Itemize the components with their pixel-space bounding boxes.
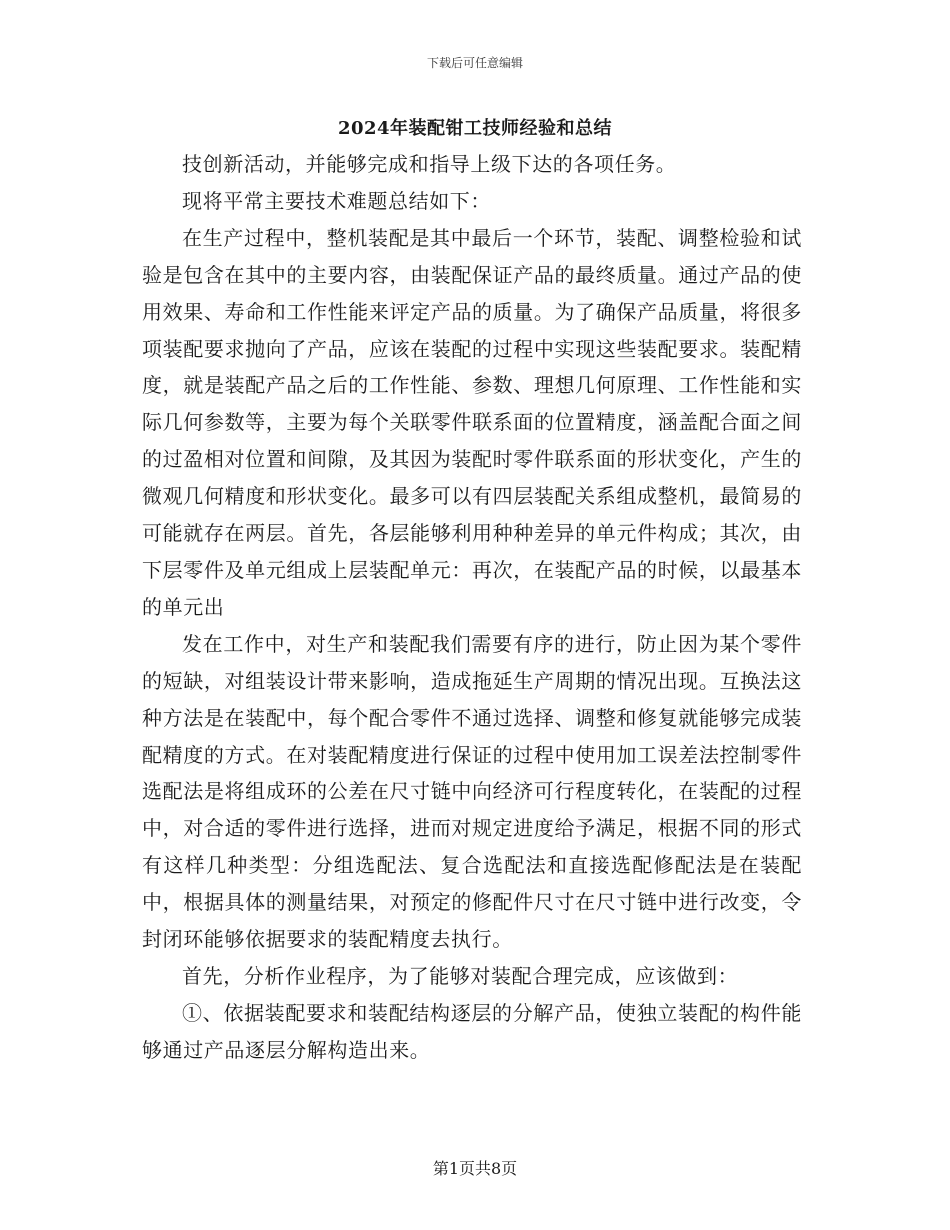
document-title: 2024年装配钳工技师经验和总结	[337, 118, 613, 139]
paragraph: 发在工作中，对生产和装配我们需要有序的进行，防止因为某个零件的短缺，对组装设计带来影响，造成拖延生产周期的情况出现。互换法这种方法是在装配中，每个配合零件不通过选择、调整和修复就能够完成装配精度的方式。在对装配精度进行保证的过程中使用加工误差法控制零件选配法是将组成环的公差在尺寸链中向经济可行程度转化，在装配的过程中，对合适的零件进行选择，进而对规定进度给予满足，根据不同的形式有这样几种类型：分组选配法、复合选配法和直接选配修配法是在装配中，根据具体的测量结果，对预定的修配件尺寸在尺寸链中进行改变，令封闭环能够依据要求的装配精度去执行。	[142, 631, 802, 952]
page-number: 第1页共8页	[432, 1159, 518, 1178]
document-body	[142, 146, 802, 1069]
paragraph: 在生产过程中，整机装配是其中最后一个环节，装配、调整检验和试验是包含在其中的主要内容，由装配保证产品的最终质量。通过产品的使用效果、寿命和工作性能来评定产品的质量。为了确保产品质量，将很多项装配要求抛向了产品，应该在装配的过程中实现这些装配要求。装配精度，就是装配产品之后的工作性能、参数、理想几何原理、工作性能和实际几何参数等，主要为每个关联零件联系面的位置精度，涵盖配合面之间的过盈相对位置和间隙，及其因为装配时零件联系面的形状变化，产生的微观几何精度和形状变化。最多可以有四层装配关系组成整机，最简易的可能就存在两层。首先，各层能够利用种种差异的单元件构成；其次，由下层零件及单元组成上层装配单元：再次，在装配产品的时候，以最基本的单元出	[142, 225, 802, 619]
paragraph: ①、依据装配要求和装配结构逐层的分解产品，使独立装配的构件能够通过产品逐层分解构造出来。	[142, 1000, 802, 1062]
paragraph: 首先，分析作业程序，为了能够对装配合理完成，应该做到：	[182, 963, 739, 988]
header-note: 下载后可任意编辑	[426, 56, 523, 70]
paragraph: 技创新活动，并能够完成和指导上级下达的各项任务。	[182, 152, 677, 176]
paragraph: 现将平常主要技术难题总结如下：	[182, 188, 491, 213]
